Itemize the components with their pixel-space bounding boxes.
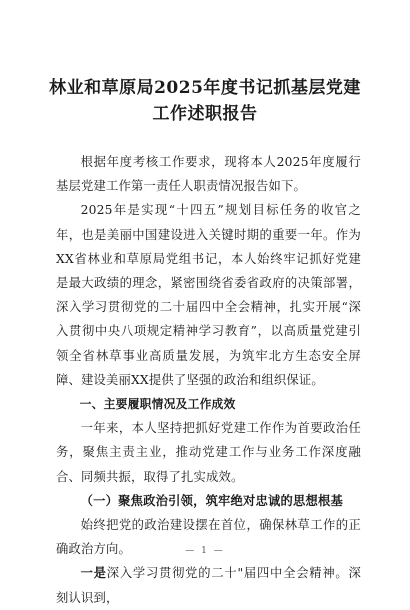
document-body (56, 150, 361, 610)
title-line-2: 工作述职报告 (152, 104, 258, 124)
point-one-paragraph (56, 561, 361, 609)
background-paragraph: 2025年是实现“十四五”规划目标任务的收官之年，也是美丽中国建设进入关键时期的重要一年。作为XX省林业和草原局党组书记，本人始终牢记抓好党建是最大政绩的理念，紧密围绕省委省政府的决策部署，深入学习贯彻党的二十届四中全会精神，扎实开展“深入贯彻中央八项规定精神学习教育”，以高质量党建引领全省林草事业高质量发展，为筑牢北方生态安全屏障、建设美丽XX提供了坚强的政治和组织保证。 (56, 203, 361, 387)
subsection-heading-1: （一）聚焦政治引领，筑牢绝对忠诚的思想根基 (80, 492, 344, 508)
point-one-text: 深入学习贯彻党的二十"届四中全会精神。深刻认识到， (56, 566, 361, 605)
section-1-paragraph: 一年来，本人坚持把抓好党建工作作为首要政治任务，聚焦主责主业，推动党建工作与业务工作深度融合、同频共振，取得了扎实成效。 (56, 421, 361, 484)
subsection-1-paragraph: 始终把党的政治建设摆在首位，确保林草工作的正确政治方向。 (56, 518, 361, 557)
intro-paragraph: 根据年度考核工作要求，现将本人2025年度履行基层党建工作第一责任人职责情况报告如下。 (56, 155, 361, 194)
title-line-1: 林业和草原局2025年度书记抓基层党建 (49, 78, 361, 98)
point-one-lead: 一是 (80, 565, 107, 581)
document-title (40, 75, 370, 127)
page-number: — 1 — (185, 546, 225, 556)
section-heading-1: 一、主要履职情况及工作成效 (79, 397, 236, 412)
